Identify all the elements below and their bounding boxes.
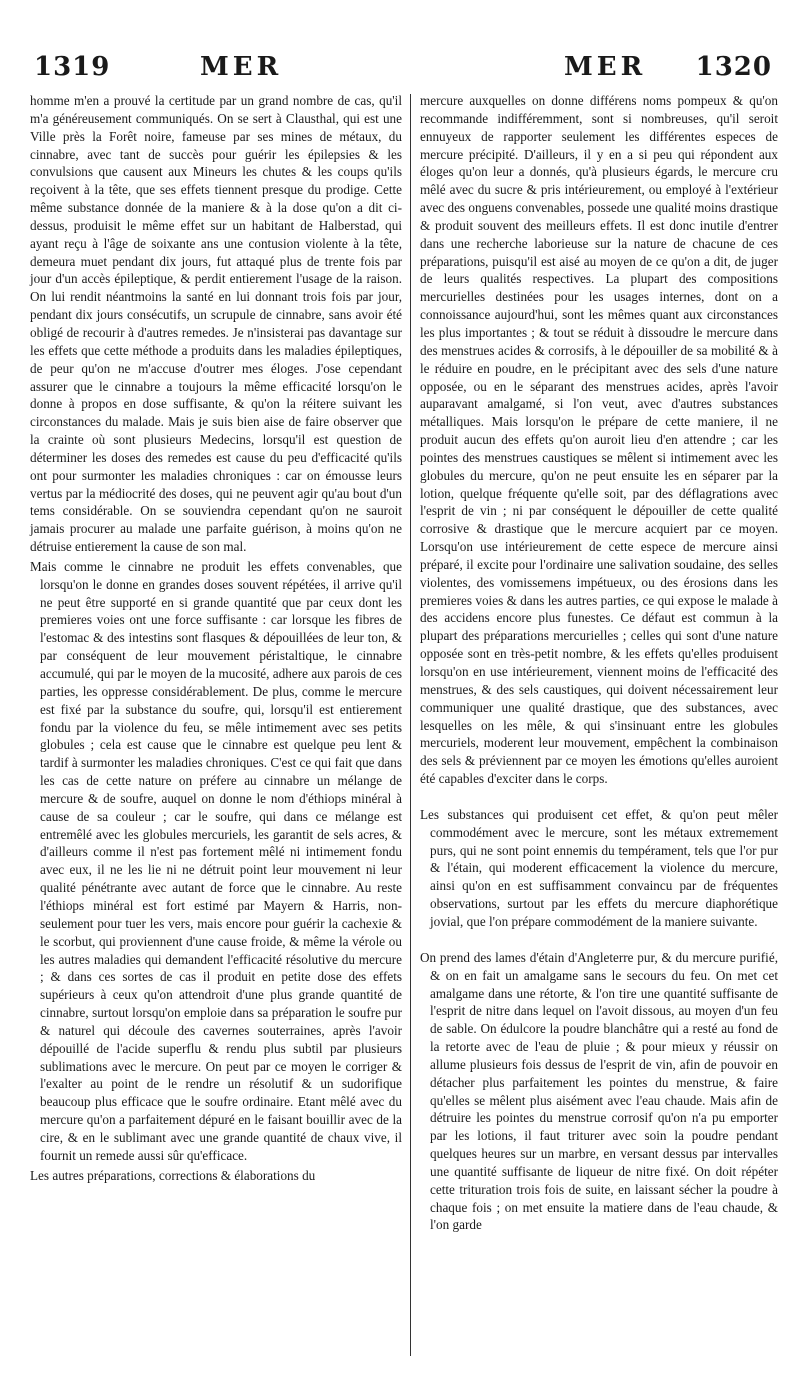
column-divider [410, 94, 411, 1356]
paragraph: On prend des lames d'étain d'Angleterre pur, & du mercure purifié, & on en fait un amalgame sans le secours du feu. On met cet amalgame dans une rétorte, & l'on tire une quantité suffisante de l'esprit de nitre dans lequel on l'avoit dissous, au moyen d'un feu de sable. On édulcore la poudre blanchâtre qui a resté au fond de la retorte avec de l'eau de pluie ; & pour mieux y réussir on allume plusieurs fois dessus de l'esprit de vin, afin de pouvoir en détacher plus parfaitement les pointes du menstrue, & faire qu'elles se mêlent plus aisément avec l'eau chaude. Mais afin de détruire les pointes du menstrue corrosif qu'on n'a pu emporter par les lotions, il faut triturer avec soin la poudre pendant quelques heures sur un marbre, en versant dessus par intervalles une quantité suffisante de liqueur de nitre fixé. On doit répéter cette trituration trois fois de suite, en laissant sécher la poudre à chaque fois ; on met ensuite la matiere dans de l'eau chaude, & l'on garde [420, 949, 778, 1233]
paragraph: mercure auxquelles on donne différens noms pompeux & qu'on recommande indifféremment, sont si nombreuses, qu'il seroit ennuyeux de rapporter seulement les différentes especes de mercure précipité. D'ailleurs, il y en a si peu qui répondent aux éloges qu'on leur a donnés, qu'à plusieurs égards, le mercure cru mêlé avec du sucre & pris intérieurement, ou employé à l'extérieur avec des onguens convenables, possede une qualité moins drastique & produit souvent des meilleurs effets. Il est donc inutile d'entrer dans une recherche laborieuse sur la nature de chacune de ces préparations, puisqu'il est aisé au moyen de ce qu'on a dit, de juger de leurs qualités respectives. La plupart des compositions mercurielles destinées pour les usages internes, dont on a connoissance aujourd'hui, sont les mêmes quant aux circonstances les plus importantes ; & tout se réduit à dissoudre le mercure dans des menstrues acides & corrosifs, à le dépouiller de sa mobilité & à le réduire en poudre, en le précipitant avec des sels d'une nature opposée, ou en le séparant des menstrues acides, après l'avoir auparavant amalgamé, si l'on veut, avec d'autres substances métalliques. Mais lorsqu'on le prépare de cette maniere, il ne produit aucun des effets qu'on auroit lieu d'en attendre ; car les pointes des menstrues caustiques se mêlent si intimement avec les globules du mercure, qu'on ne peut ensuite les en séparer par la lotion, quelque fréquente qu'elle soit, par des déflagrations avec l'esprit de vin ; ni par conséquent le dépouiller de cette qualité corrosive & drastique que le mercure acquiert par ce moyen. Lorsqu'on use intérieurement de cette espece de mercure ainsi préparé, il excite pour l'ordinaire une salivation soudaine, des selles violentes, des vomissemens impétueux, ou des érosions dans les premieres voies & dans les autres parties, ce qui expose le malade à des accidens encore plus funestes. Ce défaut est commun à la plupart des préparations mercurielles ; celles qui sont d'une nature opposée sont en très-petit nombre, & les effets qu'elles produisent lorsqu'on en use intérieurement, viennent moins de l'efficacité des menstrues, & des sels caustiques, qui doivent nécessairement leur communiquer une qualité drastique, que des substances, avec lesquelles on les mêle, & qui s'insinuant entre les globules mercuriels, moderent leur mouvement, empêchent la combinaison des sels & préviennent par ce moyen les émotions qu'elles auroient été capables d'exciter dans le corps. [420, 93, 778, 787]
left-page-number: 1319 [34, 52, 111, 82]
right-page-number: 1320 [695, 52, 772, 82]
paragraph: Mais comme le cinnabre ne produit les effets convenables, que lorsqu'on le donne en grandes doses souvent répétées, il arrive qu'il ne peut être supporté en si grande quantité que par ceux dont les premieres voies ont une force suffisante : car lorsque les fibres de l'estomac & des intestins sont flasques & dépouillées de leur ton, & par conséquent de leur mouvement péristaltique, le cinnabre accumulé, qui par le moyen de la mucosité, adhere aux parois de ces parties, les oppresse considérablement. De plus, comme le mercure est fixé par la substance du soufre, qui, lorsqu'il est entierement fondu par la violence du feu, se mêle intimement avec ses petits globules ; cela est cause que le cinnabre est quelque peu lent & tardif à surmonter les maladies chroniques. C'est ce qui fait que dans les cas de cette nature on préfere au cinnabre un mélange de mercure & de soufre, auquel on donne le nom d'éthiops minéral à cause de sa couleur ; car le soufre, qui dans ce mélange est entremêlé avec les globules mercuriels, les garantit de sels acres, & d'ailleurs comme il n'est pas fortement mêlé ni intimement fondu avec eux, il ne les lie ni ne détruit point leur mouvement ni leur qualité pénétrante avec autant de force que le cinnabre. Au reste l'éthiops minéral est fort estimé par Mayern & Harris, non-seulement pour tuer les vers, mais encore pour guérir la cachexie & le scorbut, qui proviennent d'une cause froide, & même la vérole ou les autres maladies qui demandent l'efficacité résolutive du mercure ; & dans ces sortes de cas il produit en petite dose des effets supérieurs à ceux qu'on attendroit d'une plus grande quantité de cinnabre, surtout lorsqu'on emploie dans sa préparation le soufre pur & naturel qui découle des cavernes souterraines, après l'avoir dépouillé de l'acide superflu & rendu plus subtil par plusieurs sublimations avec le mercure. On peut par ce moyen le corriger & l'exalter au point de le rendre un résolutif & un sudorifique beaucoup plus efficace que le soufre ordinaire. Etant mêlé avec du mercure qu'on a parfaitement dépuré en le faisant bouillir avec de la cire, & en le sublimant avec une grande quantité de chaux vive, il fournit un remede aussi sûr qu'efficace. [30, 558, 402, 1163]
paragraph: Les autres préparations, corrections & élaborations du [30, 1167, 316, 1183]
paragraph: homme m'en a prouvé la certitude par un grand nombre de cas, qu'il m'a généreusement communiqués. On se sert à Clausthal, qui est une Ville près la Forêt noire, fameuse par ses mines de métaux, du cinnabre, avec tant de succès pour guérir les épilepsies & les convulsions que causent aux Mineurs les chutes & les coups qu'ils reçoivent à la tête, que ses effets tiennent presque du prodige. Cette même substance donnée de la maniere & à la dose qu'on a dit ci-dessus, produisit le même effet sur un habitant de Halberstad, qui ayant reçu à l'âge de soixante ans une contusion violente à la tête, demeura muet pendant dix jours, fut attaqué plus de trente fois par jour d'un accès épileptique, & perdit entierement l'usage de la raison. On lui rendit néantmoins la santé en lui donnant trois fois par jour, pendant dix jours consécutifs, un scrupule de cinnabre, sans avoir été obligé de recourir à d'autres remedes. Je n'insisterai pas davantage sur les effets que cette méthode a produits dans les maladies épileptiques, de peur qu'on ne m'accuse d'outrer mes éloges. J'ose cependant assurer que le cinnabre a toujours la même efficacité lorsqu'on le donne à propos en dose suffisante, & qu'on la réitere suivant les circonstances du malade. Mais je suis bien aise de faire observer que la crainte où sont plusieurs Medecins, lorsqu'il est question de déterminer les doses des remedes est cause du peu d'efficacité qu'ils ont pour surmonter les maladies chroniques : car on émousse leurs vertus par la médiocrité des doses, qui ne peuvent agir qu'au bout d'un tems considérable. On se souviendra cependant qu'on ne sauroit jamais procurer au malade une parfaite guérison, à moins qu'on ne détruise entierement la cause de son mal. [30, 93, 402, 555]
right-running-head: MER [564, 52, 647, 82]
page-header [28, 52, 776, 92]
left-column [30, 92, 402, 1184]
left-running-head: MER [200, 52, 283, 82]
right-column [420, 92, 778, 1234]
paragraph: Les substances qui produisent cet effet, & qu'on peut mêler commodément avec le mercure, sont les métaux extremement purs, qui ne sont point ennemis du tempérament, tels que l'or pur & l'étain, qui moderent efficacement la violence du mercure, ainsi qu'on en est suffisamment convaincu par de fréquentes observations, surtout par les effets du mercure diaphorétique jovial, que l'on prépare commodément de la maniere suivante. [420, 806, 778, 929]
